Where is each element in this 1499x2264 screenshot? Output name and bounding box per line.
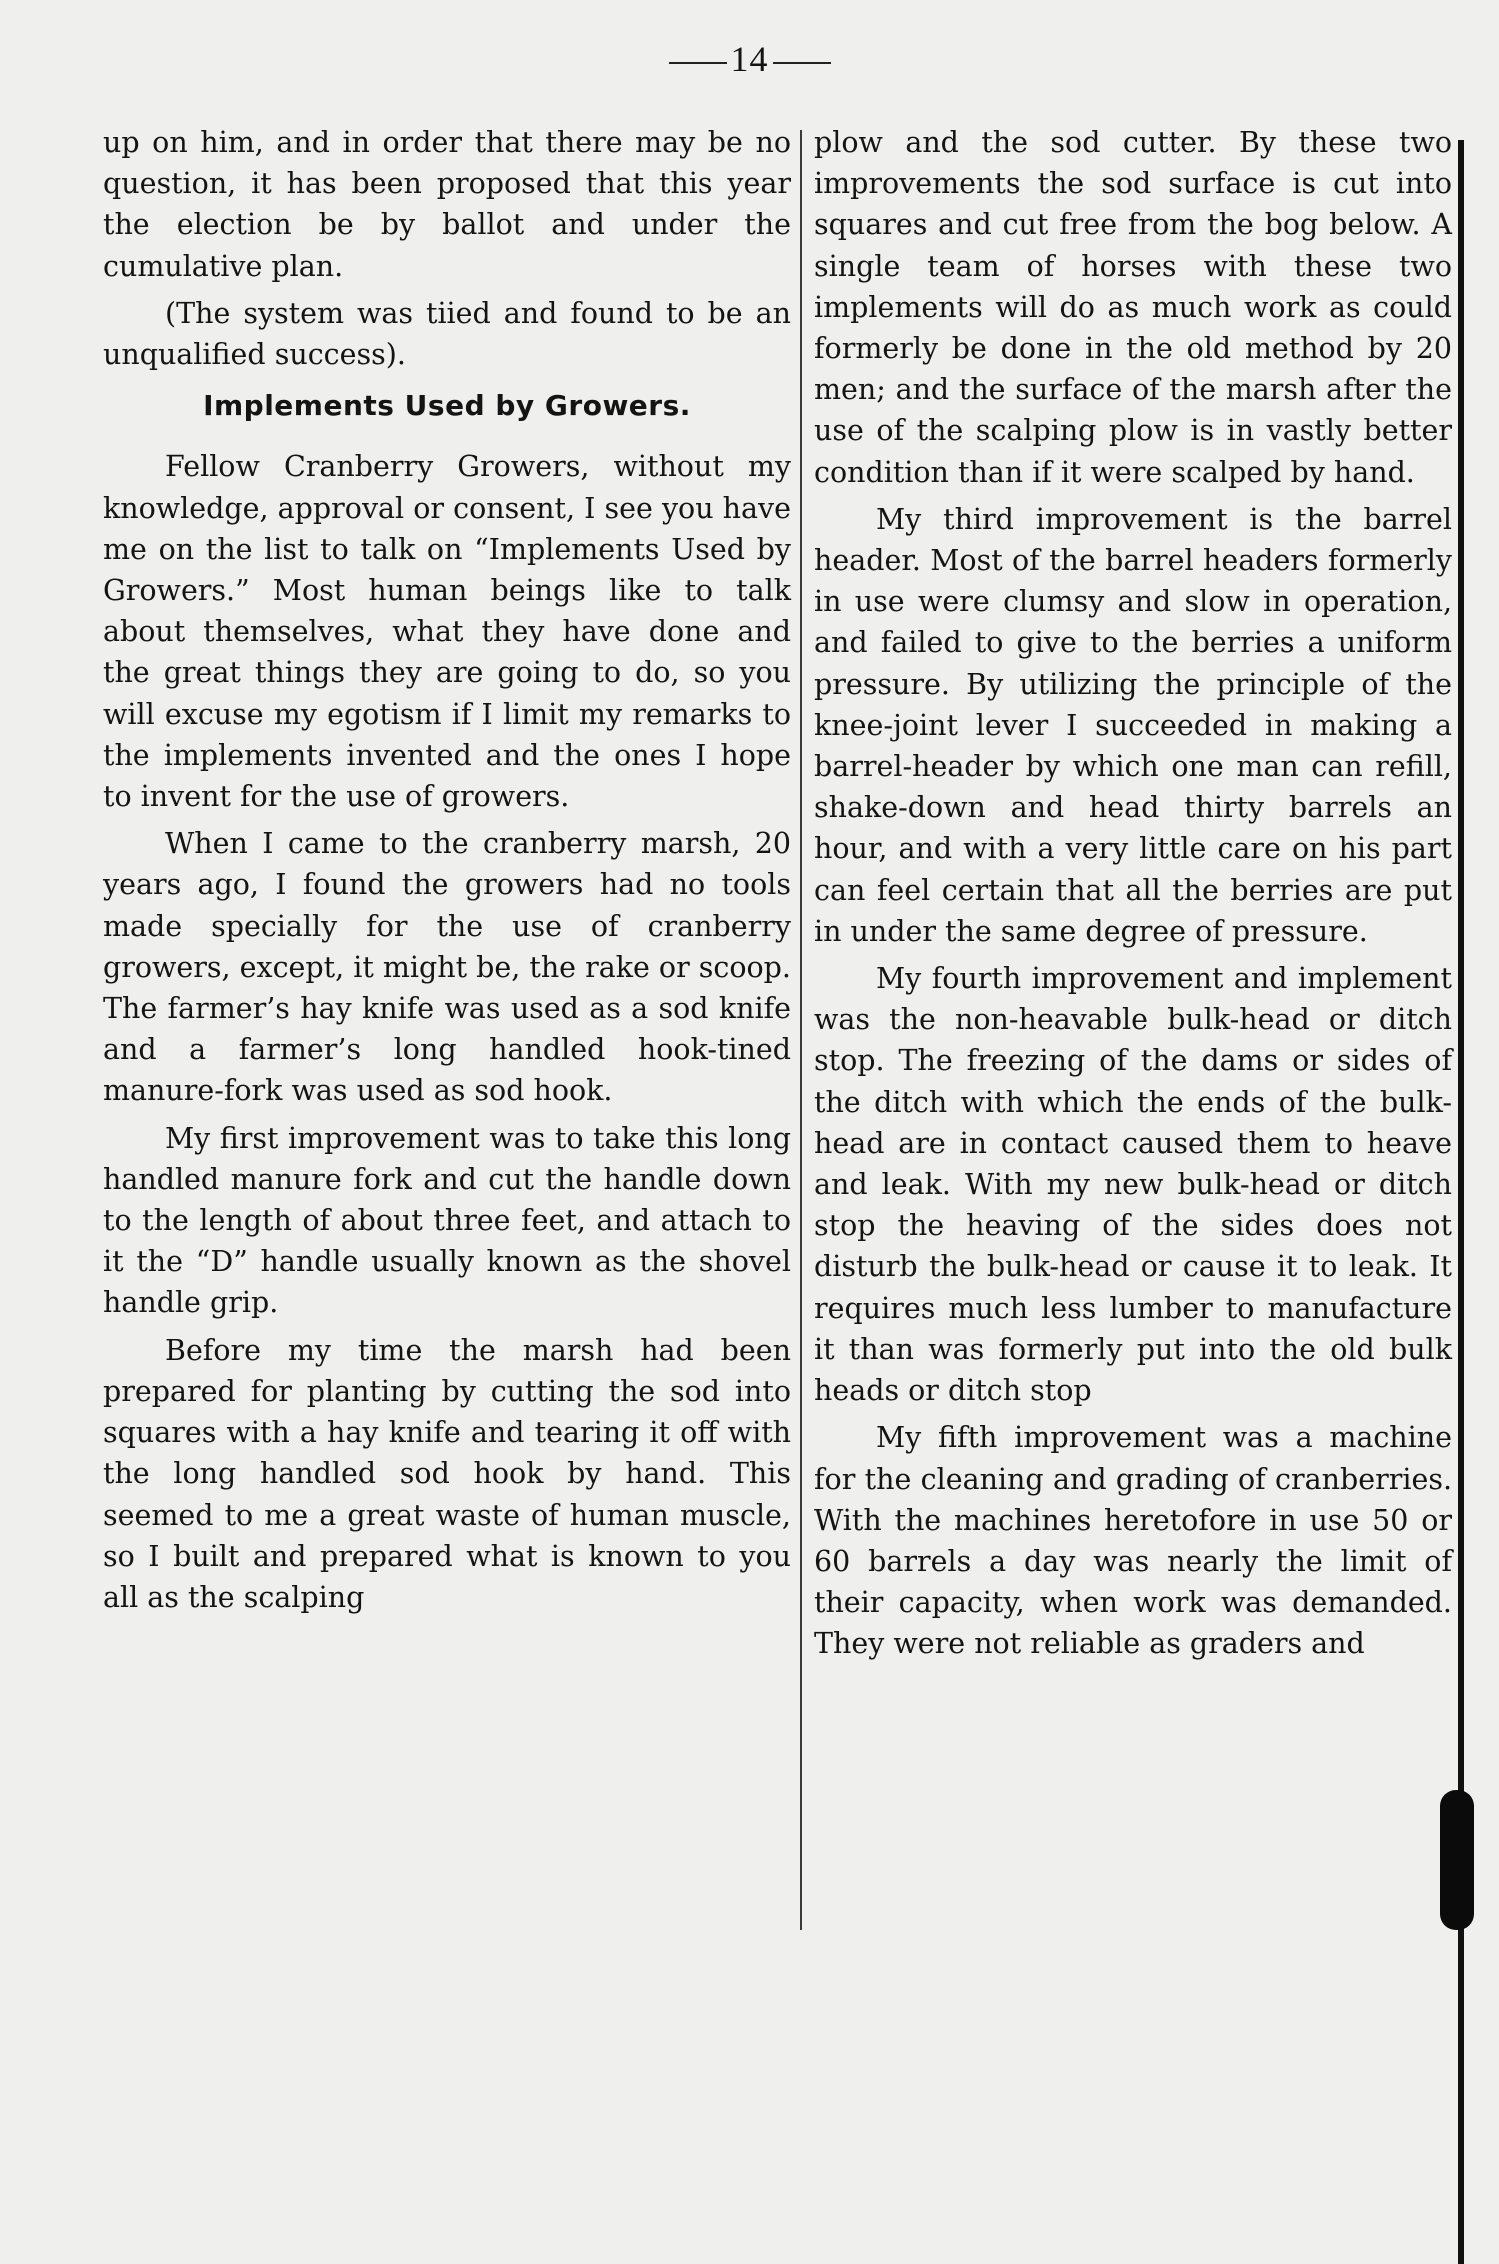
page-number-text: 14 (730, 39, 769, 79)
left-paragraph-4: When I came to the cranberry marsh, 20 years ago, I found the growers had no tools made specially for the use of cranberry growers, except, it might be, the rake or scoop. The farmer’s hay knife was used as a sod knife and a farmer’s long handled hook-tined manure-fork was used as sod hook. (103, 827, 791, 1108)
ink-blot (1440, 1790, 1474, 1930)
page-number-rule-right (773, 62, 831, 64)
section-heading: Implements Used by Growers. (203, 389, 691, 423)
right-paragraph-2: My third improvement is the barrel header. Most of the barrel headers formerly in use were clumsy and slow in operation, and failed to give to the berries a uniform pressure. By utilizing the principle of the knee-joint lever I succeeded in making a barrel-header by which one man can refill, shake-down and head thirty barrels an hour, and with a very little care on his part can feel certain that all the berries are put in under the same degree of pressure. (814, 502, 1452, 948)
right-column (814, 122, 1452, 1671)
column-divider (800, 130, 802, 1930)
left-column (103, 122, 791, 1624)
page-number (0, 38, 1499, 80)
right-paragraph-1: plow and the sod cutter. By these two improvements the sod surface is cut into squares and cut free from the bog below. A single team of horses with these two implements will do as much work as could formerly be done in the old method by 20 men; and the surface of the marsh after the use of the scalping plow is in vastly better condition than if it were scalped by hand. (814, 126, 1452, 489)
left-paragraph-5: My first improvement was to take this long handled manure fork and cut the handle down to the length of about three feet, and attach to it the “D” handle usually known as the shovel handle grip. (103, 1121, 791, 1320)
left-paragraph-6: Before my time the marsh had been prepared for planting by cutting the sod into squares with a hay knife and tearing it off with the long handled sod hook by hand. This seemed to me a great waste of human muscle, so I built and prepared what is known to you all as the scalping (103, 1333, 791, 1614)
left-paragraph-1: up on him, and in order that there may be no question, it has been proposed that this year the election be by ballot and under the cumulative plan. (103, 126, 791, 283)
right-paragraph-4: My fifth improvement was a machine for the cleaning and grading of cranberries. With the machines heretofore in use 50 or 60 barrels a day was nearly the limit of their capacity, when work was demanded. They were not reliable as graders and (814, 1421, 1452, 1661)
page-number-rule-left (669, 62, 727, 64)
right-paragraph-3: My fourth improvement and implement was the non-heavable bulk-head or ditch stop. The freezing of the dams or sides of the ditch with which the ends of the bulk-head are in contact caused them to heave and leak. With my new bulk-head or ditch stop the heaving of the sides does not disturb the bulk-head or cause it to leak. It requires much less lumber to manufacture it than was formerly put into the old bulk heads or ditch stop (814, 962, 1452, 1408)
left-paragraph-2: (The system was tiied and found to be an unqualified success). (103, 296, 791, 372)
page-edge-shadow (1458, 140, 1464, 2264)
left-paragraph-3: Fellow Cranberry Growers, without my knowledge, approval or consent, I see you have me on the list to talk on “Implements Used by Growers.” Most human beings like to talk about themselves, what they have done and the great things they are going to do, so you will excuse my egotism if I limit my remarks to the implements invented and the ones I hope to invent for the use of growers. (103, 450, 791, 814)
